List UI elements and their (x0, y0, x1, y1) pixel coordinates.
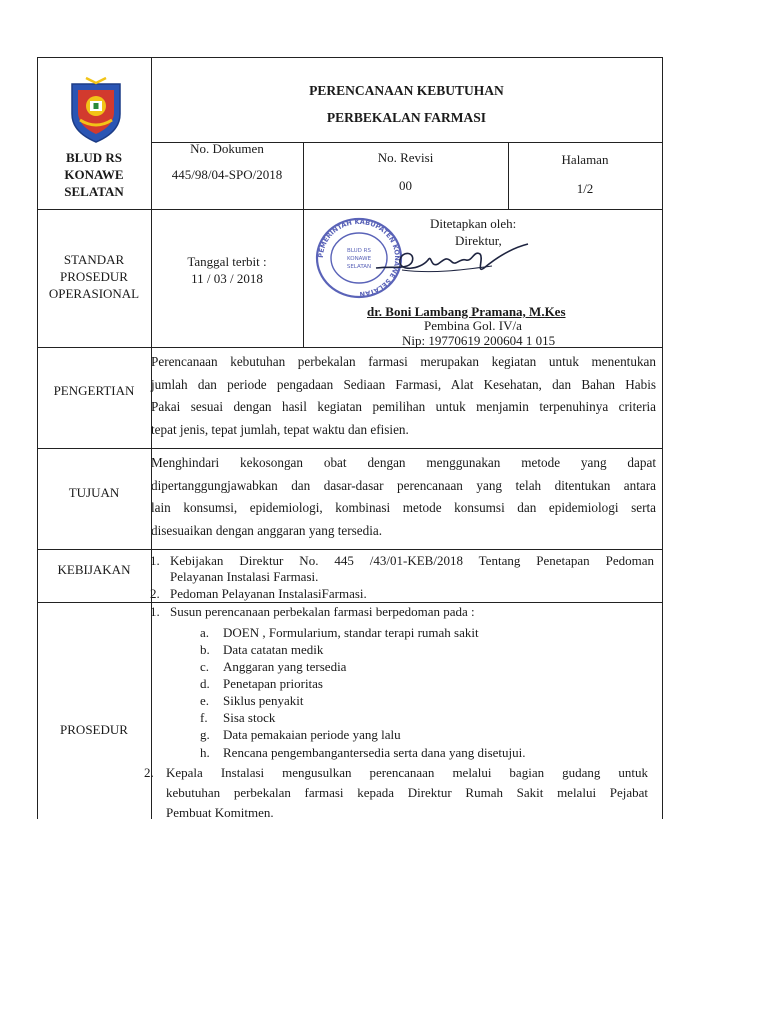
doc-number-label: No. Dokumen (190, 141, 264, 156)
hospital-logo-icon (66, 74, 126, 144)
document-title-line2: PERBEKALAN FARMASI (326, 110, 487, 125)
pengertian-row-bottom (37, 448, 662, 449)
kebijakan-item-1-number: 1. (150, 553, 160, 568)
prosedur-step1-number: 1. (150, 604, 160, 619)
prosedur-sub-e-text: Siklus penyakit (223, 693, 304, 708)
institution-name-line2: KONAWE (64, 167, 124, 182)
signer-rank: Pembina Gol. IV/a (424, 318, 522, 333)
prosedur-sub-h-letter: h. (200, 745, 210, 760)
page-value: 1/2 (576, 181, 594, 196)
issue-date-label: Tanggal terbit : (187, 254, 267, 269)
tujuan-text (151, 452, 656, 542)
revision-value: 00 (399, 178, 412, 193)
stamp-ring-text: PEMERINTAH KABUPATEN KONAWE SELATAN (316, 217, 402, 299)
issue-date-value: 11 / 03 / 2018 (191, 271, 263, 286)
prosedur-sub-c-text: Anggaran yang tersedia (223, 659, 347, 674)
prosedur-sub-b-letter: b. (200, 642, 210, 657)
prosedur-sub-b-text: Data catatan medik (223, 642, 324, 657)
prosedur-sub-e-letter: e. (200, 693, 210, 708)
institution-name-line1: BLUD RS (66, 150, 122, 165)
frame-right (662, 57, 663, 819)
col-divider-doc (303, 142, 304, 347)
prosedur-sub-g-text: Data pemakaian periode yang lalu (223, 727, 401, 742)
prosedur-sub-f-text: Sisa stock (223, 710, 276, 725)
frame-top (37, 57, 663, 58)
prosedur-sub-c-letter: c. (200, 659, 210, 674)
doc-number-value: 445/98/04-SPO/2018 (171, 167, 283, 182)
tujuan-line: disesuaikan dengan anggaran yang tersedia. (151, 522, 383, 538)
tujuan-line: Menghindari kekosongan obat dengan menggunakan metode yang dapat (151, 455, 656, 470)
revision-label: No. Revisi (377, 150, 434, 165)
stamp-center-line1: BLUD RS (347, 248, 371, 254)
pengertian-line: Pakai sesuai dengan hasil kegiatan pemilihan untuk menjamin terpenuhinya criteria (151, 399, 656, 414)
prosedur-step2-number: 2. (144, 765, 154, 780)
tujuan-line: lain konsumsi, epidemiologi, kombinasi metode konsumsi dan epidemiologi serta (151, 500, 656, 515)
prosedur-sub-d-letter: d. (200, 676, 210, 691)
director-position: Direktur, (455, 233, 502, 248)
prosedur-step2-text (166, 763, 648, 823)
institution-name-line3: SELATAN (64, 184, 124, 199)
signer-name: dr. Boni Lambang Pramana, M.Kes (367, 304, 566, 319)
sop-row-bottom (37, 347, 662, 348)
prosedur-step2-line: Pembuat Komitmen. (166, 805, 274, 820)
tujuan-label: TUJUAN (68, 485, 120, 500)
prosedur-sub-d-text: Penetapan prioritas (223, 676, 323, 691)
header-row-bottom (37, 209, 662, 210)
sop-label-line3: OPERASIONAL (48, 286, 140, 301)
pengertian-text (151, 351, 656, 441)
prosedur-sub-h-text: Rencana pengembangantersedia serta dana yang disetujui. (223, 745, 526, 760)
set-by-label: Ditetapkan oleh: (430, 216, 517, 231)
prosedur-sub-a-text: DOEN , Formularium, standar terapi rumah sakit (223, 625, 479, 640)
prosedur-sub-a-letter: a. (200, 625, 210, 640)
page-label: Halaman (561, 152, 609, 167)
document-title-line1: PERENCANAAN KEBUTUHAN (309, 83, 504, 98)
stamp-center-line3: SELATAN (346, 264, 372, 270)
prosedur-sub-f-letter: f. (200, 710, 208, 725)
pengertian-line: jumlah dan periode pengadaan Sediaan Farmasi, Alat Kesehatan, dan Bahan Habis (151, 376, 656, 392)
prosedur-label: PROSEDUR (60, 722, 128, 737)
stamp-center-line2: KONAWE (346, 256, 372, 262)
sop-label-line1: STANDAR (63, 252, 125, 267)
tujuan-line: dipertanggungjawabkan dan dasar-dasar perencanaan yang telah ditentukan antara (151, 477, 656, 493)
prosedur-sub-g-letter: g. (200, 727, 210, 742)
pengertian-line: Perencanaan kebutuhan perbekalan farmasi merupakan kegiatan untuk menentukan (151, 354, 656, 369)
tujuan-row-bottom (37, 549, 662, 550)
prosedur-step2-line: kebutuhan perbekalan farmasi kepada Direktur Rumah Sakit melalui Pejabat (166, 785, 648, 800)
kebijakan-item-1-line1: Kebijakan Direktur No. 445 /43/01-KEB/2018 Tentang Penetapan Pedoman (170, 553, 654, 568)
director-signature (372, 240, 532, 280)
signer-nip: Nip: 19770619 200604 1 015 (402, 333, 556, 348)
prosedur-step2-line: Kepala Instalasi mengusulkan perencanaan melalui bagian gudang untuk (166, 765, 648, 780)
kebijakan-item-1-line2: Pelayanan Instalasi Farmasi. (170, 569, 319, 584)
pengertian-line: tepat jenis, tepat jumlah, tepat waktu dan efisien. (151, 421, 409, 437)
pengertian-label: PENGERTIAN (53, 383, 135, 398)
kebijakan-label: KEBIJAKAN (57, 562, 131, 577)
kebijakan-item-2-number: 2. (150, 586, 160, 601)
prosedur-step1-text: Susun perencanaan perbekalan farmasi berpedoman pada : (170, 604, 475, 619)
kebijakan-item-2-text: Pedoman Pelayanan InstalasiFarmasi. (170, 586, 367, 601)
kebijakan-row-bottom (37, 602, 662, 603)
sop-label-line2: PROSEDUR (60, 269, 128, 284)
